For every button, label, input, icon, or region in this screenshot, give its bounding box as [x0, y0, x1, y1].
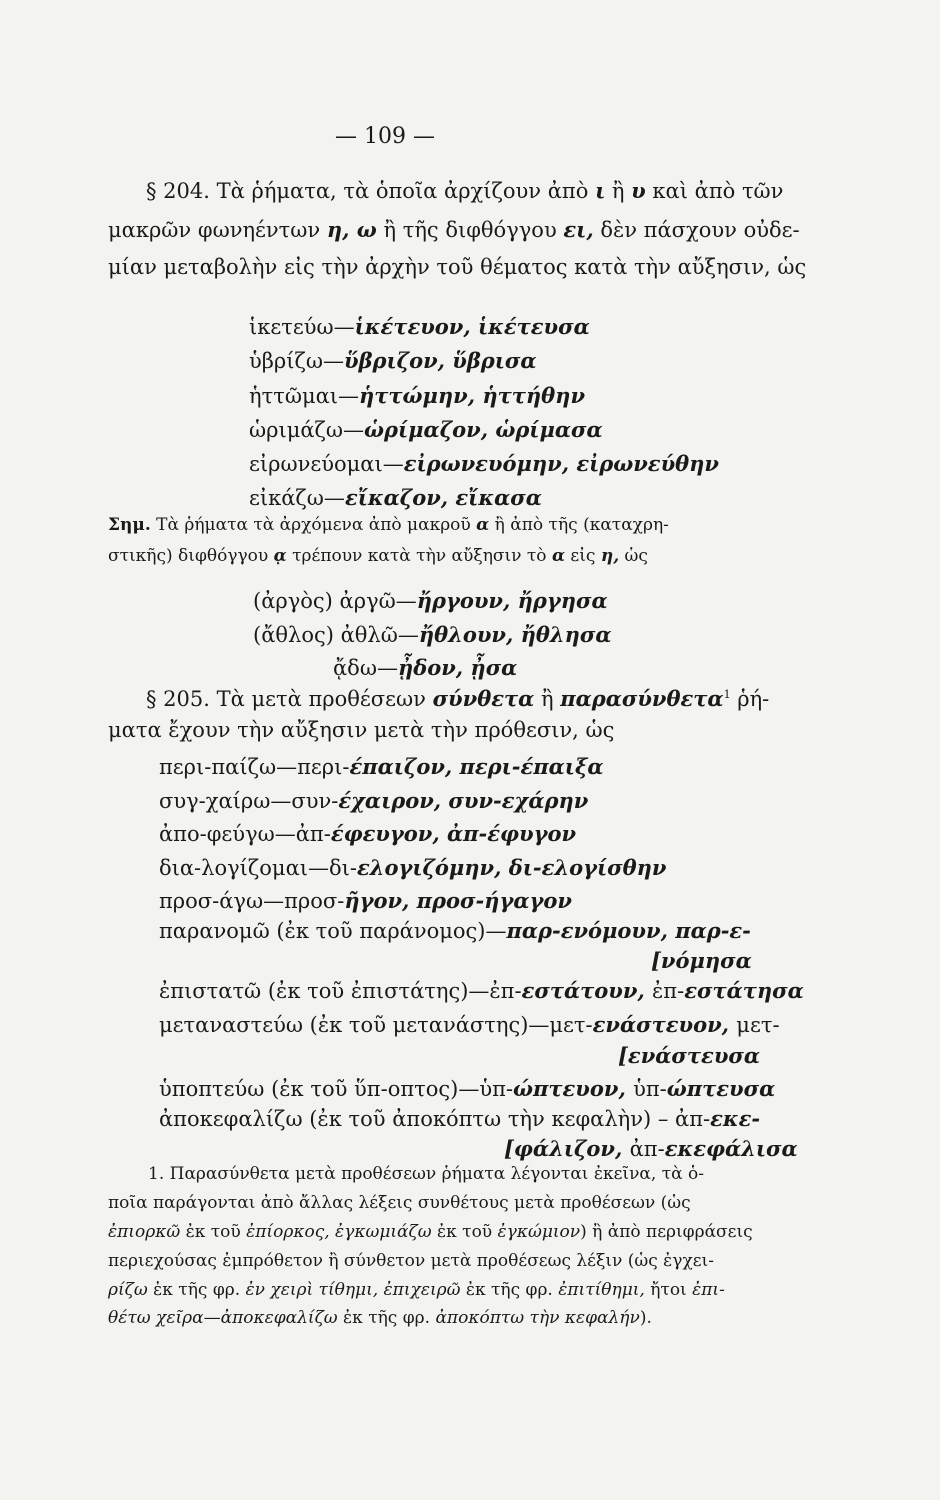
text: ἐκ τῆς φρ.: [147, 1280, 246, 1300]
augmented-forms: ἤθλουν, ἤθλησα: [418, 622, 612, 647]
example-line: [249, 453, 719, 475]
example-line: [159, 1108, 760, 1130]
continuation: [504, 1138, 798, 1160]
s204-line-2: [108, 219, 800, 241]
continuation: [νόμησα: [651, 948, 752, 973]
base-verb: ἡττῶμαι—: [249, 384, 360, 408]
prefix: ἀπ-: [629, 1137, 665, 1161]
text: καὶ ἀπὸ τῶν: [645, 179, 784, 203]
text: ἐκ τοῦ: [431, 1222, 498, 1242]
footnote-line-3: [108, 1224, 753, 1241]
letter: ι: [595, 178, 606, 203]
text: ἤτοι: [644, 1280, 693, 1300]
text: ἢ: [605, 179, 632, 203]
example-line: [159, 823, 576, 845]
base-verb: ἀπο-φεύγω—ἀπ-: [159, 822, 331, 846]
example-line: [159, 920, 751, 942]
term: σύνθετα: [432, 686, 535, 711]
footnote-line-5: [108, 1282, 725, 1299]
example-line: [159, 980, 804, 1002]
augmented-forms: έχαιρον, συν-εχάρην: [338, 788, 589, 813]
text: στικῆς) διφθόγγου: [108, 546, 274, 566]
text: θέτω χεῖρα—ἀποκεφαλίζω: [108, 1308, 338, 1328]
augmented-forms: ὕβριζον, ὕβρισα: [344, 348, 537, 373]
text: εἰς: [565, 546, 601, 566]
example-line: [159, 1014, 780, 1036]
augmented-form: εκε-: [710, 1106, 761, 1131]
s204-line-1: [146, 180, 783, 202]
augmented-forms: εἰρωνευόμην, εἰρωνεύθην: [403, 451, 719, 476]
augmented-form: ώπτευον,: [513, 1076, 634, 1101]
augmented-form: εστάτησα: [684, 978, 804, 1003]
augmented-form: ώπτευσα: [666, 1076, 776, 1101]
text: ἐκ τοῦ: [180, 1222, 247, 1242]
augmented-forms: έφευγον, ἀπ-έφυγον: [330, 821, 577, 846]
augmented-forms: ῆγον, προσ-ήγαγον: [344, 888, 572, 913]
letter: α: [551, 546, 566, 566]
example-line: [253, 624, 612, 646]
text: δὲν πάσχουν οὐδε-: [593, 218, 800, 242]
text: ῥή-: [730, 687, 770, 711]
augmented-form: [φάλιζον,: [504, 1136, 630, 1161]
text: ἢ τῆς διφθόγγου: [376, 218, 564, 242]
base-verb: μεταναστεύω (ἐκ τοῦ μετανάστης)—μετ-: [159, 1013, 593, 1037]
augmented-forms: ελογιζόμην, δι-ελογίσθην: [356, 855, 667, 880]
s205-line-2: ματα ἔχουν τὴν αὔξησιν μετὰ τὴν πρόθεσιν, ὡς: [108, 718, 615, 742]
example-line: [333, 657, 517, 679]
text: ὡς: [619, 546, 648, 566]
note-line-1: [108, 517, 669, 534]
footnote-line-4: περιεχούσας ἐμπρόθετον ἢ σύνθετον μετὰ προθέσεως λέξιν (ὡς ἐγχει-: [108, 1251, 714, 1271]
augmented-form: εκεφάλισα: [664, 1136, 798, 1161]
base-verb: ὑβρίζω—: [249, 349, 344, 373]
augmented-forms: ᾖδον, ᾖσα: [397, 655, 518, 680]
note-line-2: [108, 548, 648, 565]
augmented-forms: παρ-ενόμουν, παρ-ε-: [506, 918, 751, 943]
text: ρίζω: [108, 1280, 148, 1300]
base-verb: δια-λογίζομαι—δι-: [159, 856, 357, 880]
prefix: ἐπ-: [652, 979, 685, 1003]
augmented-forms: ἱκέτευον, ἱκέτευσα: [354, 314, 590, 339]
text: ἐπίορκος, ἐγκωμιάζω: [246, 1222, 432, 1242]
base-verb: εἰκάζω—: [249, 486, 345, 510]
augmented-forms: έπαιζον, περι-έπαιξα: [349, 754, 604, 779]
text: ἐκ τῆς φρ.: [460, 1280, 559, 1300]
base-verb: ἀποκεφαλίζω (ἐκ τοῦ ἀποκόπτω τὴν κεφαλὴν) – ἀπ-: [159, 1107, 711, 1131]
text: ).: [639, 1308, 652, 1328]
augmented-forms: ἡττώμην, ἡττήθην: [359, 383, 586, 408]
base-verb: προσ-άγω—προσ-: [159, 889, 345, 913]
example-line: [159, 790, 588, 812]
example-line: [249, 487, 542, 509]
term: παρασύνθετα: [560, 686, 724, 711]
text: μακρῶν φωνηέντων: [108, 218, 327, 242]
example-line: [159, 756, 604, 778]
base-verb: εἰρωνεύομαι—: [249, 452, 404, 476]
base-verb: παρανομῶ (ἐκ τοῦ παράνομος)—: [159, 919, 507, 943]
prefix: ὑπ-: [633, 1077, 667, 1101]
letter: ᾳ: [273, 546, 287, 566]
base-verb: ἱκετεύω—: [249, 315, 355, 339]
prefix: μετ-: [736, 1013, 780, 1037]
footnote-marker: 1: [723, 688, 731, 701]
base-verb: συγ-χαίρω—συν-: [159, 789, 339, 813]
example-line: [249, 316, 590, 338]
augmented-form: ενάστευον,: [592, 1012, 737, 1037]
base-verb: ὑποπτεύω (ἐκ τοῦ ὕπ-οπτος)—ὑπ-: [159, 1077, 514, 1101]
text: ἐγκώμιον: [497, 1222, 581, 1242]
continuation: [ενάστευσα: [618, 1043, 761, 1068]
s204-line-3: μίαν μεταβολὴν εἰς τὴν ἀρχὴν τοῦ θέματος κατὰ τὴν αὔξησιν, ὡς: [108, 255, 807, 279]
text: ἐν χειρὶ τίθημι, ἐπιχειρῶ: [245, 1280, 461, 1300]
letter: α: [476, 515, 490, 535]
example-line: [159, 890, 572, 912]
example-line: [249, 419, 603, 441]
letter: η, ω: [326, 217, 377, 242]
base-verb: ᾄδω—: [333, 656, 398, 680]
augmented-forms: ὡρίμαζον, ὡρίμασα: [364, 417, 603, 442]
text: § 205. Τὰ μετὰ προθέσεων: [146, 687, 433, 711]
example-line: [249, 350, 537, 372]
base-verb: ὡριμάζω—: [249, 418, 365, 442]
base-verb: περι-παίζω—περι-: [159, 755, 350, 779]
augmented-forms: ἤργουν, ἤργησα: [416, 588, 608, 613]
footnote-line-1: 1. Παρασύνθετα μετὰ προθέσεων ῥήματα λέγονται ἐκεῖνα, τὰ ὁ-: [148, 1164, 704, 1184]
example-line: [249, 385, 585, 407]
text: ἢ ἀπὸ τῆς (καταχρη-: [489, 515, 669, 535]
note-label: Σημ.: [108, 515, 151, 535]
letter: ει,: [563, 217, 594, 242]
letter: υ: [631, 178, 646, 203]
text: Τὰ ῥήματα τὰ ἀρχόμενα ἀπὸ μακροῦ: [150, 515, 477, 535]
s205-line-1: [146, 688, 769, 710]
base-verb: (ἀργὸς) ἀργῶ—: [253, 589, 417, 613]
text: ) ἢ ἀπὸ περιφράσεις: [580, 1222, 753, 1242]
letter: η,: [600, 546, 620, 566]
text: τρέπουν κατὰ τὴν αὔξησιν τὸ: [286, 546, 552, 566]
augmented-forms: εἴκαζον, εἴκασα: [344, 485, 542, 510]
text: ἐπιορκῶ: [108, 1222, 181, 1242]
text: ἐπι-: [692, 1280, 725, 1300]
augmented-form: εστάτουν,: [521, 978, 653, 1003]
footnote-line-6: [108, 1310, 652, 1327]
base-verb: ἐπιστατῶ (ἐκ τοῦ ἐπιστάτης)—ἐπ-: [159, 979, 522, 1003]
text: § 204. Τὰ ῥήματα, τὰ ὁποῖα ἀρχίζουν ἀπὸ: [146, 179, 596, 203]
example-line: [159, 1078, 775, 1100]
base-verb: (ἄθλος) ἀθλῶ—: [253, 623, 419, 647]
text: ἐπιτίθημι,: [558, 1280, 645, 1300]
example-line: [253, 590, 608, 612]
text: ἐκ τῆς φρ.: [337, 1308, 436, 1328]
text: ἀποκόπτω τὴν κεφαλήν: [435, 1308, 640, 1328]
example-line: [159, 857, 667, 879]
page-number: — 109 —: [335, 124, 435, 149]
footnote-line-2: ποῖα παράγονται ἀπὸ ἄλλας λέξεις συνθέτους μετὰ προθέσεων (ὡς: [108, 1193, 691, 1213]
text: ἢ: [534, 687, 561, 711]
